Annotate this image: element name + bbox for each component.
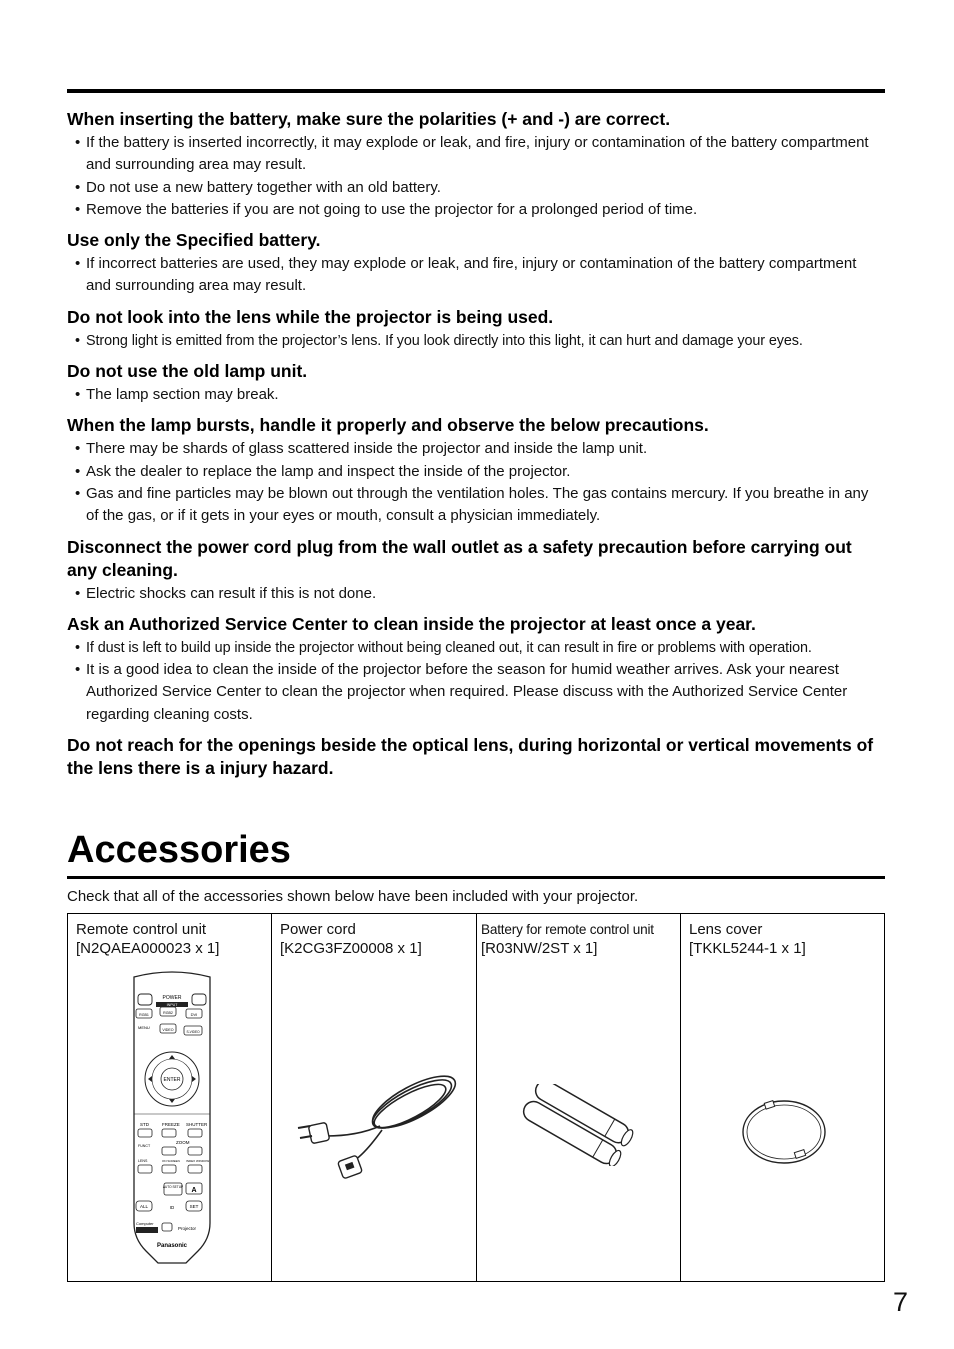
section-heading: Do not look into the lens while the projector is being used.: [67, 306, 554, 327]
remote-input-label: INPUT: [166, 1003, 178, 1007]
remote-control-icon: [126, 969, 218, 1265]
remote-zoom-label: ZOOM: [176, 1140, 190, 1145]
accessory-name: Remote control unit: [76, 921, 207, 938]
top-rule: [67, 89, 885, 93]
remote-all-label: ALL: [139, 1204, 149, 1209]
section-specified-battery: [67, 229, 885, 298]
remote-auto-setup-label: AUTO SETUP: [162, 1185, 184, 1189]
accessory-code: [K2CG3FZ00008 x 1]: [280, 940, 422, 957]
accessory-battery: [477, 914, 681, 1281]
accessories-rule: [67, 876, 885, 879]
section-battery-polarity: [67, 108, 885, 221]
section-old-lamp: [67, 360, 885, 406]
section-heading: When inserting the battery, make sure the polarities (+ and -) are correct.: [67, 109, 671, 129]
remote-video-label: VIDEO: [162, 1028, 174, 1032]
accessory-name: Power cord: [280, 921, 356, 938]
remote-menu-label: MENU: [138, 1025, 150, 1030]
section-heading: Do not use the old lamp unit.: [67, 361, 308, 382]
list-item: • Electric shocks can result if this is not done.: [67, 583, 885, 605]
section-heading: Do not reach for the openings beside the optical lens, during horizontal or vertical movements of the lens there is a injury hazard.: [67, 735, 874, 779]
list-item: • Do not use a new battery together with an old battery.: [67, 177, 885, 199]
bullet-list: [67, 384, 885, 406]
bullet-list: [67, 583, 885, 605]
accessory-power-cord: [272, 914, 477, 1281]
accessory-code: [R03NW/2ST x 1]: [481, 940, 598, 957]
remote-funct-label: FUNCT: [138, 1144, 151, 1148]
section-heading: Use only the Specified battery.: [67, 230, 321, 251]
section-heading: When the lamp bursts, handle it properly and observe the below precautions.: [67, 415, 709, 436]
list-item: • Ask the dealer to replace the lamp and inspect the inside of the projector.: [67, 461, 885, 483]
section-lens-openings: [67, 734, 885, 780]
accessories-title: Accessories: [67, 829, 291, 871]
list-item: • If dust is left to build up inside the projector without being cleaned out, it can result in fire or problems with operation.: [67, 637, 885, 659]
accessory-code: [N2QAEA000023 x 1]: [76, 940, 220, 957]
remote-svideo-label: S-VIDEO: [186, 1030, 200, 1034]
bullet-list: [67, 637, 885, 726]
accessories-intro: Check that all of the accessories shown below have been included with your projector.: [67, 888, 639, 905]
remote-rgb2-label: RGB2: [163, 1011, 173, 1015]
remote-power-label: POWER: [162, 995, 182, 1001]
remote-lens-label: LENS: [138, 1159, 148, 1163]
section-lamp-burst: [67, 414, 885, 527]
remote-shutter-label: SHUTTER: [186, 1122, 208, 1127]
remote-dvi-label: DVI: [190, 1012, 198, 1017]
list-item: • Gas and fine particles may be blown out through the ventilation holes. The gas contains mercury. If you breathe in any of the gas, or if it gets in your eyes or mouth, consult a physician immediately.: [67, 483, 885, 528]
remote-std-label: STD: [140, 1122, 149, 1127]
bullet-list: [67, 253, 885, 298]
remote-enter-label: ENTER: [163, 1077, 181, 1083]
remote-a-label: A: [191, 1187, 197, 1194]
remote-freeze-label: FREEZE: [162, 1122, 180, 1127]
remote-projector-label: Projector: [178, 1226, 197, 1231]
remote-set-label: SET: [189, 1204, 199, 1209]
accessory-name: Lens cover: [689, 921, 763, 938]
battery-icon: [517, 1084, 641, 1166]
remote-computer-label: Computer: [136, 1221, 154, 1226]
bullet-list: [67, 132, 885, 221]
section-heading: Disconnect the power cord plug from the wall outlet as a safety precaution before carrying out any cleaning.: [67, 536, 852, 580]
section-disconnect-power: [67, 536, 885, 605]
remote-rgb1-label: RGB1: [139, 1013, 149, 1017]
accessory-name: Battery for remote control unit: [481, 922, 654, 937]
list-item: • It is a good idea to clean the inside of the projector before the season for humid weather arrives. Ask your nearest Authorized Service Center to clean the projector when required. Please discuss with the Authorized Service Center regarding cleaning costs.: [67, 659, 885, 726]
safety-precautions: [67, 108, 885, 781]
remote-index-window-label: INDEX WINDOW: [186, 1159, 210, 1163]
power-cord-icon: [292, 1064, 462, 1180]
list-item: • The lamp section may break.: [67, 384, 885, 406]
list-item: • If incorrect batteries are used, they may explode or leak, and fire, injury or contamination of the battery compartment and surrounding area may result.: [67, 253, 885, 298]
accessory-lens-cover: [681, 914, 884, 1281]
page-number: 7: [893, 1287, 909, 1317]
accessories-table: [67, 913, 885, 1282]
list-item: • There may be shards of glass scattered inside the projector and inside the lamp unit.: [67, 438, 885, 460]
list-item: • If the battery is inserted incorrectly, it may explode or leak, and fire, injury or contamination of the battery compartment and surrounding area may result.: [67, 132, 885, 177]
section-service-center: [67, 613, 885, 726]
section-lens: [67, 306, 885, 352]
panasonic-logo: Panasonic: [156, 1243, 188, 1249]
list-item: • Strong light is emitted from the projector’s lens. If you look directly into this light, it can hurt and damage your eyes.: [67, 330, 885, 352]
remote-id-label: ID: [169, 1205, 175, 1210]
bullet-list: [67, 330, 885, 352]
section-heading: Ask an Authorized Service Center to clean inside the projector at least once a year.: [67, 613, 756, 634]
lens-cover-icon: [739, 1096, 829, 1166]
bullet-list: [67, 438, 885, 527]
remote-on-screen-label: ON SCREEN: [162, 1159, 180, 1163]
accessory-code: [TKKL5244-1 x 1]: [689, 940, 806, 957]
accessory-remote-control: [68, 914, 272, 1281]
list-item: • Remove the batteries if you are not going to use the projector for a prolonged period of time.: [67, 199, 885, 221]
